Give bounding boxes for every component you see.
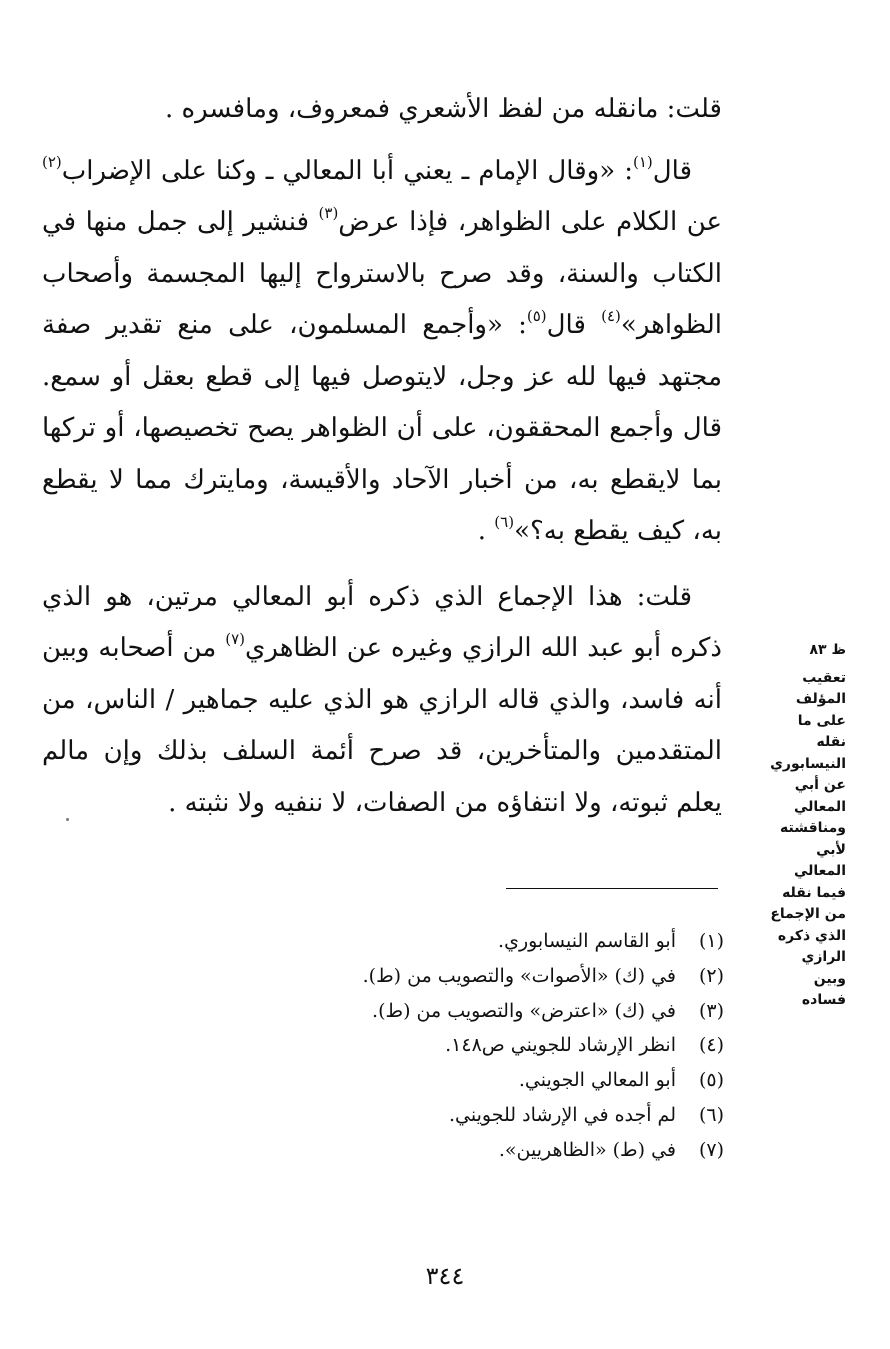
footnote [300, 1133, 724, 1168]
footnote-number: (٢) [698, 964, 724, 987]
footnote-marker: (٢) [42, 152, 62, 171]
footnote-marker: (٧) [225, 630, 246, 648]
footnote-marker: (٦) [494, 513, 515, 531]
paragraph-2: قال$^{(١)}$: «وقال الإمام ـ يعني أبا المعالي ـ وكنا على الإضراب$^{(٢)}$ عن الكلام على الظواهر، فإذا عرض$^{(٣)}$ فنشير إلى جمل منها في الكتاب والسنة، وقد صرح بالاسترواح إليها المجسمة وأصحاب الظواهر»$^{(٤)}$ قال$^{(٥)}$: «وأجمع المسلمون، على منع تقدير صفة مجتهد فيها لله عز وجل، لايتوصل فيها إلى قطع بعقل أو سمع. قال وأجمع المحققون، على أن الظواهر يصح تخصيصها، أو تركها بما لايقطع به، من أخبار الآحاد والأقيسة، ومايترك مما لا يقطع به، كيف يقطع به؟»$^{(٦)}$ . [42, 152, 722, 546]
footnote-divider [506, 888, 718, 889]
footnote-marker: (١) [632, 152, 653, 171]
footnote-number: (١) [698, 930, 724, 952]
footnote-text: في (ك) «الأصوات» والتصويب من (ط). [362, 964, 676, 987]
footnotes [300, 924, 724, 1168]
footnote [300, 924, 724, 959]
footnote-marker: (٣) [318, 204, 339, 222]
page-number: ٣٤٤ [425, 1262, 465, 1290]
footnote-text: لم أجده في الإرشاد للجويني. [449, 1103, 676, 1126]
main-text [42, 84, 722, 843]
margin-note-text: تعقيب المؤلف على ما نقله النيسابوري عن أبي المعالي ومناقشته لأبي المعالي فيما نقله من الإجماع الذي ذكره الرازي وبين فساده [770, 669, 846, 1008]
footnote [300, 1028, 724, 1063]
footnote-marker: (٤) [601, 307, 621, 325]
manuscript-page-ref: ظ ٨٣ [809, 642, 846, 658]
footnote-text: أبو المعالي الجويني. [518, 1069, 676, 1092]
footnote-text: في (ط) «الظاهريين». [498, 1138, 676, 1161]
footnote-number: (٧) [698, 1138, 724, 1161]
footnote-number: (٤) [698, 1034, 724, 1057]
margin-note [768, 640, 846, 1012]
footnote [300, 1063, 724, 1098]
footnote-text: أبو القاسم النيسابوري. [498, 930, 676, 952]
footnote-number: (٣) [698, 999, 724, 1022]
footnote [300, 959, 724, 994]
footnote [300, 1098, 724, 1133]
footnote-number: (٦) [698, 1103, 724, 1126]
footnote-number: (٥) [698, 1069, 724, 1092]
footnote [300, 994, 724, 1029]
paragraph-3: قلت: هذا الإجماع الذي ذكره أبو المعالي مرتين، هو الذي ذكره أبو عبد الله الرازي وغيره عن الظاهري$^{(٧)}$ من أصحابه وبين أنه فاسد، والذي قاله الرازي هو الذي عليه جماهير / الناس، من المتقدمين والمتأخرين، قد صرح أئمة السلف بذلك وإن مالم يعلم ثبوته، ولا انتفاؤه من الصفات، لا ننفيه ولا نثبته . [42, 581, 722, 818]
ink-speck [66, 818, 69, 821]
footnote-text: انظر الإرشاد للجويني ص١٤٨. [445, 1034, 676, 1057]
footnote-marker: (٥) [526, 307, 547, 325]
paragraph-1: قلت: مانقله من لفظ الأشعري فمعروف، ومافسره . [164, 94, 722, 124]
footnote-text: في (ك) «اعترض» والتصويب من (ط). [372, 999, 676, 1022]
